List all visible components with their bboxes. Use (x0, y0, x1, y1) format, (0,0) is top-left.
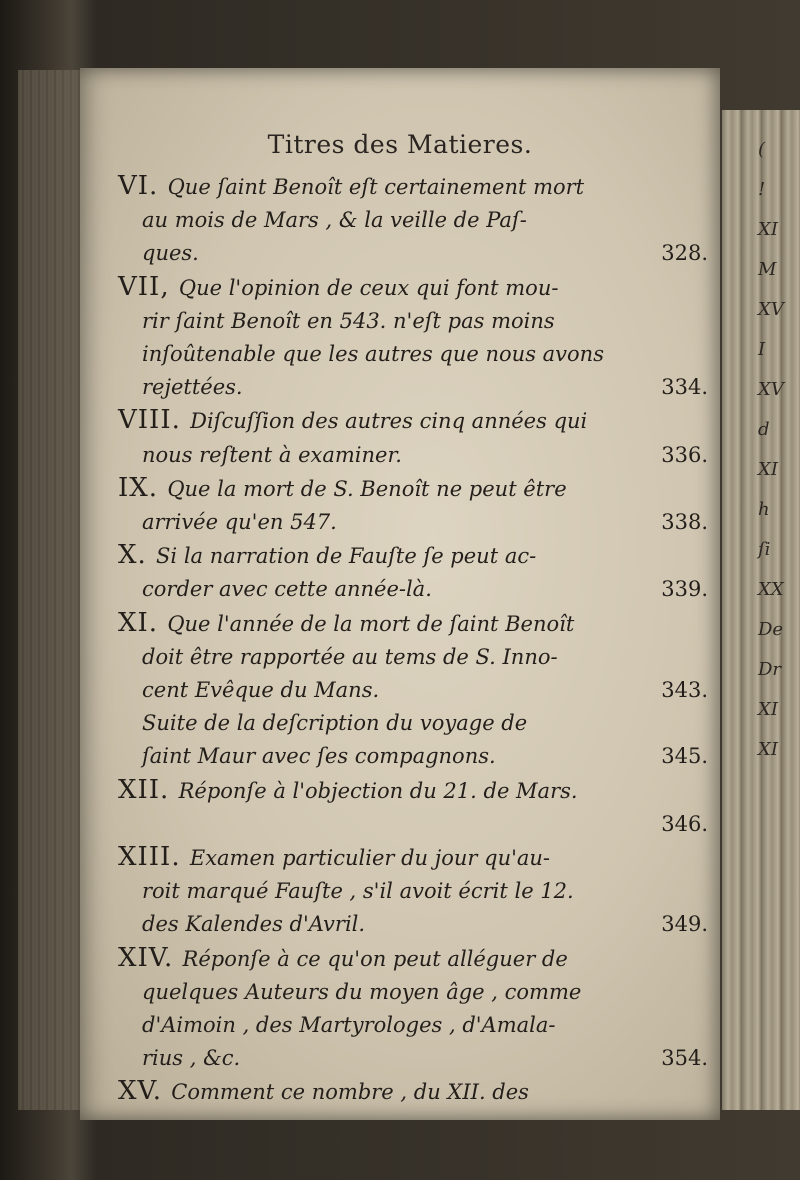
toc-line (118, 875, 708, 908)
chapter-title: rejettées. (142, 375, 243, 400)
chapter-title: des Kalendes d'Avril. (142, 912, 366, 937)
toc-line-text (142, 237, 199, 270)
toc-line-text (118, 774, 578, 808)
chapter-title: Que la mort de S. Benoît ne peut être (167, 476, 567, 501)
chapter-title: nous reſtent à examiner. (142, 442, 402, 467)
toc-line-text (142, 641, 558, 674)
page-number: 349. (661, 912, 708, 937)
page-number: 343. (661, 678, 708, 703)
margin-fragment: XV (758, 379, 784, 400)
chapter-title: Réponſe à l'objection du 21. de Mars. (178, 778, 578, 803)
toc-line-text (142, 204, 527, 237)
margin-fragment: ſi (758, 539, 771, 560)
margin-fragment: ! (758, 179, 766, 200)
chapter-title: rius , &c. (142, 1046, 241, 1071)
chapter-title: roit marqué Fauſte , s'il avoit écrit le 12. (142, 879, 574, 904)
toc-line-text (142, 305, 555, 338)
margin-fragment: d (758, 419, 770, 440)
toc-entry (118, 1075, 708, 1109)
chapter-number: XIII. (118, 842, 190, 873)
margin-fragment: ( (758, 139, 766, 160)
chapter-number: XIV. (118, 942, 183, 973)
chapter-title: Suite de la deſcription du voyage de (142, 711, 528, 736)
chapter-title: doit être rapportée au tems de S. Inno- (142, 644, 558, 669)
toc-line-text (142, 976, 581, 1009)
toc-line-text (142, 740, 496, 773)
chapter-title: rir ſaint Benoît en 543. n'eſt pas moins (142, 308, 555, 333)
page-number: 338. (661, 510, 708, 535)
margin-fragment: I (758, 339, 766, 360)
toc-line-text (142, 1042, 240, 1075)
chapter-title: quelques Auteurs du moyen âge , comme (142, 979, 582, 1004)
toc-entry (118, 539, 708, 606)
toc-line-text (142, 674, 379, 707)
margin-fragment: XI (758, 739, 778, 760)
margin-fragment: XI (758, 219, 778, 240)
toc-line-text (118, 607, 574, 641)
chapter-number: IX. (118, 472, 168, 503)
chapter-title: arrivée qu'en 547. (142, 510, 337, 535)
toc-line (118, 237, 708, 270)
page-header: Titres des Matieres. (267, 130, 533, 159)
page-number: 328. (661, 241, 708, 266)
page-number: 336. (661, 442, 708, 467)
toc-line-text (142, 506, 337, 539)
chapter-title: Que l'année de la mort de ſaint Benoît (167, 611, 575, 636)
chapter-title: Comment ce nombre , du XII. des (171, 1080, 529, 1105)
toc-line-text (142, 1009, 555, 1042)
chapter-number: X. (118, 540, 157, 571)
toc-line (118, 539, 708, 573)
page-number: 334. (661, 375, 708, 400)
toc-line (118, 808, 708, 841)
chapter-title: d'Aimoin , des Martyrologes , d'Amala- (142, 1013, 556, 1038)
chapter-title: ques. (142, 241, 199, 266)
toc-line (118, 908, 708, 941)
margin-fragment: Dr (758, 659, 782, 680)
toc-line (118, 774, 708, 808)
chapter-title: au mois de Mars , & la veille de Paſ- (142, 208, 527, 233)
toc-line (118, 740, 708, 773)
margin-fragment: De (758, 619, 784, 640)
chapter-title: Examen particulier du jour qu'au- (189, 846, 551, 871)
chapter-title: ſaint Maur avec ſes compagnons. (142, 744, 496, 769)
chapter-number: XV. (118, 1076, 172, 1107)
chapter-title: corder avec cette année-là. (142, 577, 432, 602)
toc-line-text (118, 942, 568, 976)
toc-line-text (142, 371, 243, 404)
toc-entry (118, 472, 708, 539)
toc-line-text (118, 472, 567, 506)
chapter-number: XII. (118, 774, 179, 805)
toc-line-text (142, 338, 604, 371)
toc-line (118, 976, 708, 1009)
toc-entry (118, 271, 708, 405)
chapter-number: VI. (118, 171, 168, 201)
toc-line (118, 607, 708, 641)
chapter-number: XI. (118, 607, 168, 638)
toc-line (118, 942, 708, 976)
toc-line-text (118, 170, 584, 204)
toc-line-text (118, 271, 558, 305)
page-number: 339. (661, 577, 708, 602)
toc-entry (118, 774, 708, 841)
toc-line (118, 472, 708, 506)
page-number: 346. (661, 811, 708, 836)
toc-line (118, 271, 708, 305)
toc-line (118, 674, 708, 707)
page-number: 354. (661, 1046, 708, 1071)
toc-line (118, 707, 708, 740)
toc-line (118, 371, 708, 404)
toc-line (118, 1009, 708, 1042)
margin-fragment: XI (758, 699, 778, 720)
toc-line-text (142, 707, 527, 740)
chapter-title: cent Evêque du Mans. (142, 678, 380, 703)
toc-entry (118, 170, 708, 271)
adjacent-page-text (758, 130, 800, 1030)
toc-line-text (142, 439, 402, 472)
margin-fragment: XX (758, 579, 784, 600)
toc-line (118, 841, 708, 875)
toc-line (118, 338, 708, 371)
toc-line (118, 641, 708, 674)
toc-line (118, 404, 708, 438)
page-number: 345. (661, 744, 708, 769)
margin-fragment: XI (758, 459, 778, 480)
toc-line-text (142, 908, 365, 941)
chapter-title: Réponſe à ce qu'on peut alléguer de (182, 946, 568, 971)
toc-line (118, 1042, 708, 1075)
chapter-number: VIII. (118, 405, 191, 436)
toc-entry (118, 404, 708, 471)
toc-line (118, 1075, 708, 1109)
chapter-title: Que ſaint Benoît eſt certainement mort (167, 175, 585, 199)
toc-line-text (118, 539, 536, 573)
chapter-number: VII, (118, 271, 179, 302)
margin-fragment: M (758, 259, 777, 280)
toc-entry (118, 607, 708, 774)
toc-line (118, 573, 708, 606)
chapter-title: Diſcuſſion des autres cinq années qui (190, 409, 588, 434)
chapter-title: Que l'opinion de ceux qui font mou- (178, 275, 559, 300)
toc-line-text (118, 1075, 529, 1109)
toc-line (118, 506, 708, 539)
margin-fragment: h (758, 499, 770, 520)
toc-line (118, 170, 708, 204)
margin-fragment: XV (758, 299, 784, 320)
toc-line-text (142, 875, 574, 908)
toc-line-text (118, 841, 550, 875)
chapter-title: Si la narration de Fauſte ſe peut ac- (156, 544, 537, 569)
chapter-title: inſoûtenable que les autres que nous avons (142, 342, 604, 367)
toc-line (118, 305, 708, 338)
toc-line-text (142, 573, 432, 606)
table-of-contents (118, 170, 708, 1110)
toc-entry (118, 841, 708, 942)
toc-line (118, 204, 708, 237)
toc-entry (118, 942, 708, 1076)
toc-line-text (118, 404, 587, 438)
toc-line (118, 439, 708, 472)
